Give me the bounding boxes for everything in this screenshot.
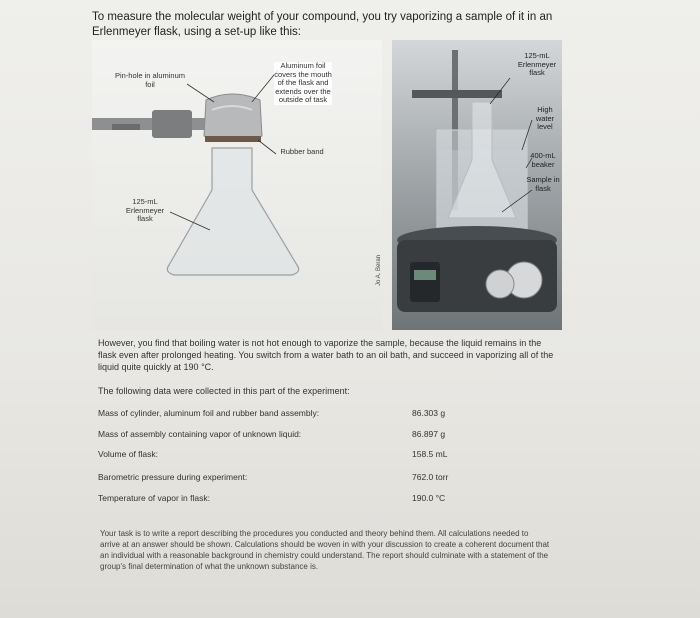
intro-text: To measure the molecular weight of your compound, you try vaporizing a sample of it in an Erlenmeyer flask, using a set-up like this: bbox=[92, 11, 553, 38]
data-row bbox=[98, 429, 468, 443]
paragraph-oil-bath: However, you find that boiling water is not hot enough to vaporize the sample, because the liquid remains in the flask even after prolonged heating. You switch from a water bath to an oil bath, and succeed in vaporizing all of the liquid quite quickly at 190 °C. bbox=[98, 338, 554, 372]
label-foil: Aluminum foil covers the mouth of the flask and extends over the outside of task bbox=[274, 61, 332, 104]
label-pinhole: Pin-hole in aluminum foil bbox=[114, 71, 186, 89]
data-row bbox=[98, 449, 468, 463]
label-sample: Sample in flask bbox=[526, 175, 560, 193]
data-value: 190.0 °C bbox=[412, 493, 446, 503]
data-row bbox=[98, 493, 468, 507]
data-label: Barometric pressure during experiment: bbox=[98, 472, 248, 482]
data-value: 762.0 torr bbox=[412, 472, 449, 482]
display-panel bbox=[410, 262, 440, 302]
data-label: Mass of assembly containing vapor of unknown liquid: bbox=[98, 429, 302, 439]
data-row bbox=[98, 472, 468, 486]
data-label: Mass of cylinder, aluminum foil and rubber band assembly: bbox=[98, 408, 320, 418]
label-flask-left: 125-mL Erlenmeyer flask bbox=[125, 197, 165, 223]
stir-knob bbox=[486, 270, 514, 298]
photo-credit: Jo A. Beran bbox=[376, 254, 382, 286]
rubber-band bbox=[205, 136, 261, 142]
erlenmeyer-flask bbox=[167, 148, 298, 275]
data-label: Temperature of vapor in flask: bbox=[98, 493, 210, 503]
clamp-jaw bbox=[152, 110, 192, 138]
label-flask-right: 125-mL Erlenmeyer flask bbox=[517, 51, 557, 77]
paragraph-data-intro: The following data were collected in this part of the experiment: bbox=[98, 386, 350, 396]
task-paragraph: Your task is to write a report describing the procedures you conducted and theory behind them. All calculations needed to arrive at an answer should be shown. Calculations should be woven in with your discussion to create a coherent document that an individual with a reasonable background in chemistry could understand. The report should culminate with a statement of the group's final determination of what the unknown substance is. bbox=[100, 529, 550, 571]
data-value: 158.5 mL bbox=[412, 449, 448, 459]
left-photo bbox=[92, 40, 382, 330]
data-label: Volume of flask: bbox=[98, 449, 159, 459]
data-value: 86.303 g bbox=[412, 408, 446, 418]
data-value: 86.897 g bbox=[412, 429, 446, 439]
right-photo bbox=[392, 40, 562, 330]
label-beaker: 400-mL beaker bbox=[530, 151, 556, 169]
label-rubber-band: Rubber band bbox=[280, 147, 324, 156]
label-water-level: High water level bbox=[535, 105, 555, 131]
clamp-arm bbox=[412, 90, 502, 98]
data-row bbox=[98, 408, 468, 422]
